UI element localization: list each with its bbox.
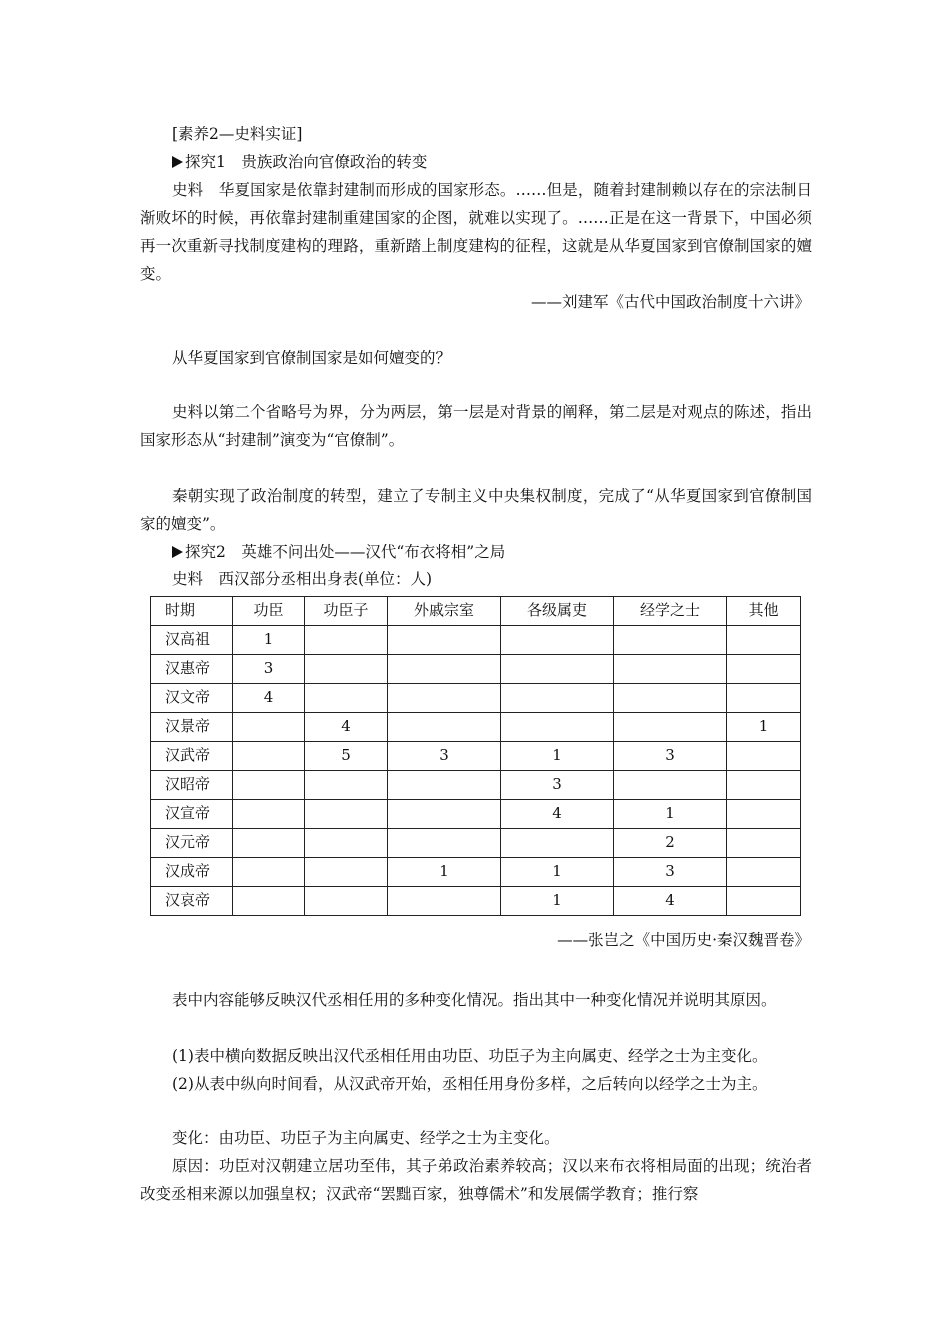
table-cell (501, 829, 614, 858)
table-cell (233, 742, 305, 771)
table-cell: 汉元帝 (151, 829, 233, 858)
table-cell (388, 655, 501, 684)
table-cell (305, 829, 388, 858)
explore1-material: 史料 华夏国家是依靠封建制而形成的国家形态。……但是，随着封建制赖以存在的宗法制日渐败坏的时候，再依靠封建制重建国家的企图，就难以实现了。……正是在这一背景下，中国必须再一次重新寻找制度建构的理路，重新踏上制度建构的征程，这就是从华夏国家到官僚制国家的嬗变。 (140, 181, 812, 283)
table-cell: 4 (614, 887, 727, 916)
table-cell: 3 (233, 655, 305, 684)
table-cell (388, 800, 501, 829)
explore2-source: ——张岂之《中国历史·秦汉魏晋卷》 (557, 931, 810, 949)
table-cell (727, 829, 801, 858)
explore1-title: 探究1 贵族政治向官僚政治的转变 (185, 153, 428, 171)
table-header-cell: 经学之士 (614, 597, 727, 626)
table-cell: 2 (614, 829, 727, 858)
table-cell (388, 684, 501, 713)
table-cell (727, 858, 801, 887)
table-cell (305, 655, 388, 684)
table-cell (501, 655, 614, 684)
table-cell (614, 713, 727, 742)
table-cell: 汉惠帝 (151, 655, 233, 684)
table-cell (501, 713, 614, 742)
table-cell: 汉成帝 (151, 858, 233, 887)
table-cell: 汉景帝 (151, 713, 233, 742)
table-cell (501, 626, 614, 655)
explore2-answer-change: 变化：由功臣、功臣子为主向属吏、经学之士为主变化。 (172, 1129, 560, 1147)
table-cell: 3 (501, 771, 614, 800)
table-header-cell: 功臣 (233, 597, 305, 626)
table-cell (305, 626, 388, 655)
table-row (151, 858, 801, 887)
table-row (151, 742, 801, 771)
table-cell: 1 (501, 742, 614, 771)
table-cell (388, 829, 501, 858)
table-cell (305, 887, 388, 916)
table-cell (727, 800, 801, 829)
table-row (151, 771, 801, 800)
explore2-heading (0, 538, 950, 566)
table-cell (233, 829, 305, 858)
table-cell (727, 655, 801, 684)
explore2-question: 表中内容能够反映汉代丞相任用的多种变化情况。指出其中一种变化情况并说明其原因。 (172, 991, 777, 1009)
explore1-question: 从华夏国家到官僚制国家是如何嬗变的？ (172, 349, 452, 367)
table-row (151, 655, 801, 684)
explore2-hint-2: (2)从表中纵向时间看，从汉武帝开始，丞相任用身份多样，之后转向以经学之士为主。 (172, 1075, 768, 1093)
table-cell (305, 771, 388, 800)
table-row (151, 713, 801, 742)
table-cell (305, 684, 388, 713)
table-cell (305, 858, 388, 887)
explore1-source: ——刘建军《古代中国政治制度十六讲》 (530, 293, 810, 311)
table-row (151, 800, 801, 829)
table-cell (727, 771, 801, 800)
table-cell (727, 742, 801, 771)
table-cell: 汉昭帝 (151, 771, 233, 800)
table-header-cell: 时期 (151, 597, 233, 626)
table-row (151, 829, 801, 858)
table-cell: 3 (614, 858, 727, 887)
table-cell: 3 (388, 742, 501, 771)
table-cell: 4 (501, 800, 614, 829)
table-cell: 汉哀帝 (151, 887, 233, 916)
table-row (151, 626, 801, 655)
table-cell (727, 887, 801, 916)
table-cell (501, 684, 614, 713)
table-cell (614, 626, 727, 655)
explore1-hint: 史料以第二个省略号为界，分为两层，第一层是对背景的阐释，第二层是对观点的陈述，指出国家形态从“封建制”演变为“官僚制”。 (140, 403, 812, 449)
table-cell: 3 (614, 742, 727, 771)
table-cell: 1 (727, 713, 801, 742)
table-cell (388, 626, 501, 655)
table-cell: 1 (501, 858, 614, 887)
triangle-bullet-icon (172, 156, 183, 168)
explore2-hint-1: (1)表中横向数据反映出汉代丞相任用由功臣、功臣子为主向属吏、经学之士为主变化。 (172, 1047, 768, 1065)
explore2-title: 探究2 英雄不问出处——汉代“布衣将相”之局 (185, 543, 506, 561)
explore1-answer: 秦朝实现了政治制度的转型，建立了专制主义中央集权制度，完成了“从华夏国家到官僚制国家的嬗变”。 (140, 487, 812, 533)
table-cell (388, 887, 501, 916)
table-cell (305, 800, 388, 829)
explore2-material-title: 史料 西汉部分丞相出身表(单位：人) (172, 570, 433, 588)
table-header-cell: 外戚宗室 (388, 597, 501, 626)
table-cell: 1 (501, 887, 614, 916)
table-header-cell: 其他 (727, 597, 801, 626)
table-cell (233, 713, 305, 742)
table-cell: 5 (305, 742, 388, 771)
chancellor-origin-table (150, 596, 801, 916)
table-cell (614, 684, 727, 713)
table-cell: 4 (233, 684, 305, 713)
table-cell: 1 (233, 626, 305, 655)
table-cell (727, 684, 801, 713)
table-cell: 汉武帝 (151, 742, 233, 771)
table-header-cell: 各级属吏 (501, 597, 614, 626)
table-cell: 汉高祖 (151, 626, 233, 655)
table-row (151, 887, 801, 916)
triangle-bullet-icon (172, 546, 183, 558)
table-header-cell: 功臣子 (305, 597, 388, 626)
table-cell: 汉宣帝 (151, 800, 233, 829)
table-header-row (151, 597, 801, 626)
table-cell: 4 (305, 713, 388, 742)
table-cell (233, 858, 305, 887)
explore2-answer-reason: 原因：功臣对汉朝建立居功至伟，其子弟政治素养较高；汉以来布衣将相局面的出现；统治者改变丞相来源以加强皇权；汉武帝“罢黜百家，独尊儒术”和发展儒学教育；推行察 (140, 1157, 812, 1203)
table-cell (614, 655, 727, 684)
table-cell: 汉文帝 (151, 684, 233, 713)
table-cell (614, 771, 727, 800)
table-row (151, 684, 801, 713)
table-cell (233, 800, 305, 829)
table-cell (233, 771, 305, 800)
explore1-heading (0, 148, 950, 176)
table-cell (727, 626, 801, 655)
table-cell: 1 (614, 800, 727, 829)
section-label: [素养2—史料实证] (172, 125, 303, 143)
table-cell (233, 887, 305, 916)
table-cell (388, 771, 501, 800)
table-cell: 1 (388, 858, 501, 887)
table-cell (388, 713, 501, 742)
